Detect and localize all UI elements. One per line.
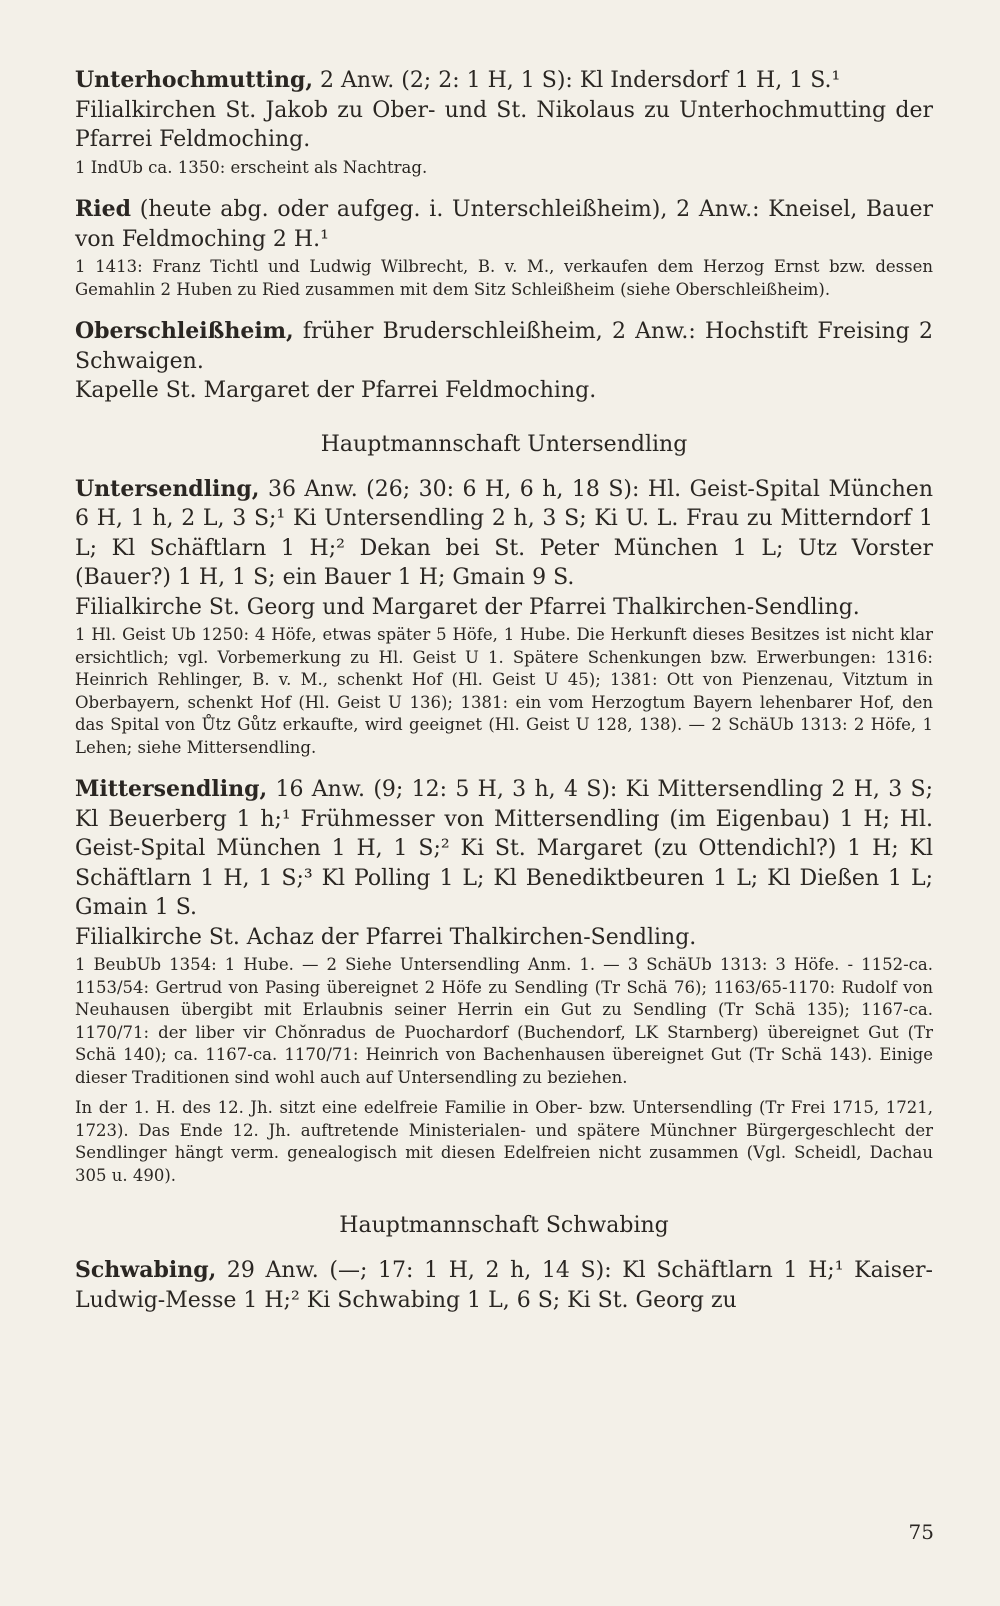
page-body bbox=[75, 66, 933, 1331]
entry-text: früher Bruderschleißheim, 2 Anw.: Hochstift Freising 2 Schwaigen. bbox=[75, 319, 933, 374]
page-number: 75 bbox=[908, 1520, 934, 1544]
entry-text: 2 Anw. (2; 2: 1 H, 1 S): Kl Indersdorf 1 H, 1 S.¹ bbox=[312, 68, 841, 93]
entry-ried bbox=[75, 195, 933, 301]
footnote: 1 1413: Franz Tichtl und Ludwig Wilbrecht, B. v. M., verkaufen dem Herzog Ernst bzw. dessen Gemahlin 2 Huben zu Ried zusammen mit dem Sitz Schleißheim (siehe Oberschleißheim). bbox=[75, 257, 933, 299]
entry-title: Oberschleißheim, bbox=[75, 318, 294, 344]
footnote: 1 BeubUb 1354: 1 Hube. — 2 Siehe Untersendling Anm. 1. — 3 SchäUb 1313: 3 Höfe. - 1152-ca. 1153/54: Gertrud von Pasing übereignet 2 Höfe zu Sendling (Tr Schä 76); 1163/65-1170: Rudolf von Neuhausen übergibt mit Erlaubnis seiner Herrin ein Gut zu Sendling (Tr Schä 135); 1167-ca. 1170/71: der liber vir Chŏnradus de Puochardorf (Buchendorf, LK Starnberg) übereignet Gut (Tr Schä 140); ca. 1167-ca. 1170/71: Heinrich von Bachenhausen übereignet Gut (Tr Schä 143). Einige dieser Traditionen sind wohl auch auf Untersendling zu beziehen. bbox=[75, 955, 933, 1087]
entry-untersendling bbox=[75, 475, 933, 760]
entry-title: Ried bbox=[75, 196, 132, 222]
section-heading: Hauptmannschaft Schwabing bbox=[339, 1213, 669, 1238]
entry-line2: Filialkirche St. Achaz der Pfarrei Thalkirchen-Sendling. bbox=[75, 924, 697, 950]
entry-text: 16 Anw. (9; 12: 5 H, 3 h, 4 S): Ki Mittersendling 2 H, 3 S; Kl Beuerberg 1 h;¹ Frühmesser von Mittersendling (im Eigenbau) 1 H; Hl. Geist-Spital München 1 H, 1 S;² Ki St. Margaret (zu Ottendichl?) 1 H; Kl Schäftlarn 1 H, 1 S;³ Kl Polling 1 L; Kl Benediktbeuren 1 L; Kl Dießen 1 L; Gmain 1 S. bbox=[75, 777, 933, 920]
entry-line2: Filialkirche St. Georg und Margaret der Pfarrei Thalkirchen-Sendling. bbox=[75, 594, 860, 620]
entry-unterhochmutting bbox=[75, 66, 933, 179]
entry-title: Mittersendling, bbox=[75, 776, 268, 802]
entry-title: Schwabing, bbox=[75, 1257, 217, 1283]
footnote: 1 Hl. Geist Ub 1250: 4 Höfe, etwas später 5 Höfe, 1 Hube. Die Herkunft dieses Besitzes ist nicht klar ersichtlich; vgl. Vorbemerkung zu Hl. Geist U 1. Spätere Schenkungen bzw. Erwerbungen: 1316: Heinrich Rehlinger, B. v. M., schenkt Hof (Hl. Geist U 45); 1381: Ott von Pienzenau, Vitztum in Oberbayern, schenkt Hof (Hl. Geist U 136); 1381: ein vom Herzogtum Bayern lehenbarer Hof, den das Spital von Ůtz Gůtz erkaufte, wird geeignet (Hl. Geist U 128, 138). — 2 SchäUb 1313: 2 Höfe, 1 Lehen; siehe Mittersendling. bbox=[75, 625, 933, 757]
entry-text: 36 Anw. (26; 30: 6 H, 6 h, 18 S): Hl. Geist-Spital München 6 H, 1 h, 2 L, 3 S;¹ Ki Untersendling 2 h, 3 S; Ki U. L. Frau zu Mitterndorf 1 L; Kl Schäftlarn 1 H;² Dekan bei St. Peter München 1 L; Utz Vorster (Bauer?) 1 H, 1 S; ein Bauer 1 H; Gmain 9 S. bbox=[75, 476, 933, 590]
entry-oberschleissheim bbox=[75, 317, 933, 406]
section-heading: Hauptmannschaft Untersendling bbox=[320, 431, 688, 457]
entry-line2: Kapelle St. Margaret der Pfarrei Feldmoching. bbox=[75, 378, 597, 403]
footnote: In der 1. H. des 12. Jh. sitzt eine edelfreie Familie in Ober- bzw. Untersendling (Tr Frei 1715, 1721, 1723). Das Ende 12. Jh. auftretende Ministerialen- und spätere Münchner Bürgergeschlecht der Sendlinger hängt verm. genealogisch mit diesen Edelfreien nicht zusammen (Vgl. Scheidl, Dachau 305 u. 490). bbox=[75, 1098, 933, 1185]
entry-title: Untersendling, bbox=[75, 475, 260, 502]
entry-mittersendling bbox=[75, 775, 933, 1187]
entry-schwabing bbox=[75, 1256, 933, 1315]
entry-text: 29 Anw. (—; 17: 1 H, 2 h, 14 S): Kl Schäftlarn 1 H;¹ Kaiser-Ludwig-Messe 1 H;² Ki Schwabing 1 L, 6 S; Ki St. Georg zu bbox=[75, 1258, 933, 1313]
footnote: 1 IndUb ca. 1350: erscheint als Nachtrag. bbox=[75, 157, 428, 177]
entry-line2: Filialkirchen St. Jakob zu Ober- und St. Nikolaus zu Unterhochmutting der Pfarrei Feldmoching. bbox=[75, 97, 933, 152]
entry-text: (heute abg. oder aufgeg. i. Unterschleißheim), 2 Anw.: Kneisel, Bauer von Feldmoching 2 H.¹ bbox=[75, 197, 933, 252]
entry-title: Unterhochmutting, bbox=[75, 67, 313, 93]
